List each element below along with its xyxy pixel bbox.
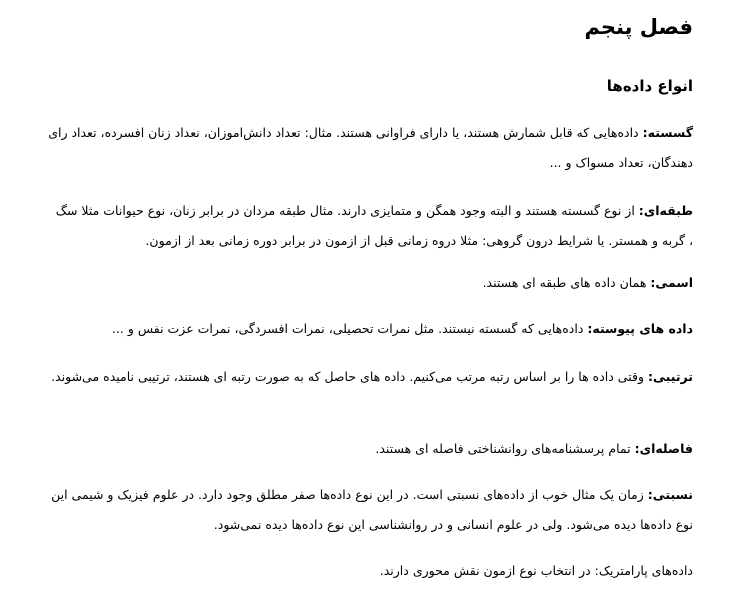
term-interval: فاصله‌ای: xyxy=(634,441,693,456)
definition-ordinal: وقتی داده ها را بر اساس رتبه مرتب می‌کنیم. داده های حاصل که به صورت رتبه ای هستند، ترتیبی نامیده می‌شوند. xyxy=(51,369,648,384)
definition-categorical: از نوع گسسته هستند و البته وجود همگن و متمایزی دارند. مثال طبقه مردان در برابر زنان، نوع حیوانات مثلا سگ ، گربه و همستر. یا شرایط درون گروهی: مثلا دروه زمانی قبل از ازمون در برابر دوره زمانی بعد از ازمون. xyxy=(55,203,693,248)
definition-nominal: همان داده های طبقه ای هستند. xyxy=(482,275,651,290)
paragraph-ratio xyxy=(48,480,693,540)
paragraph-parametric xyxy=(48,556,693,586)
term-nominal: اسمی: xyxy=(650,275,693,290)
paragraph-nominal xyxy=(48,268,693,298)
paragraph-continuous xyxy=(48,314,693,344)
paragraph-ordinal xyxy=(48,362,693,392)
definition-interval: تمام پرسشنامه‌های روانشناختی فاصله ای هستند. xyxy=(375,441,635,456)
paragraph-interval xyxy=(48,434,693,464)
definition-discrete: داده‌هایی که قابل شمارش هستند، یا دارای فراوانی هستند. مثال: تعداد دانش‌اموزان، نعداد زنان افسرده، تعداد رای دهندگان، تعداد مسواک و ... xyxy=(48,125,693,170)
paragraph-categorical xyxy=(48,196,693,256)
term-categorical: طبقه‌ای: xyxy=(638,203,693,218)
definition-continuous: داده‌هایی که گسسته نیستند. مثل نمرات تحصیلی، نمرات افسردگی، نمرات عزت نفس و ... xyxy=(111,321,588,336)
term-discrete: گسسته: xyxy=(642,125,693,140)
term-continuous: داده های پیوسته: xyxy=(587,321,693,336)
section-title: انواع داده‌ها xyxy=(606,77,693,95)
paragraph-discrete xyxy=(48,118,693,178)
definition-parametric: داده‌های پارامتریک: در انتخاب نوع ازمون نقش محوری دارند. xyxy=(379,563,693,578)
term-ratio: نسبتی: xyxy=(647,487,693,502)
term-ordinal: ترتیبی: xyxy=(647,369,693,384)
chapter-title: فصل پنجم xyxy=(584,15,693,39)
definition-ratio: زمان یک مثال خوب از داده‌های نسبتی است. در این نوع داده‌ها صفر مطلق وجود دارد. در علوم فیزیک و شیمی این نوع داده‌ها دیده می‌شود. ولی در علوم انسانی و در روانشناسی این نوع داده‌ها دیده نمی‌شود. xyxy=(51,487,693,532)
